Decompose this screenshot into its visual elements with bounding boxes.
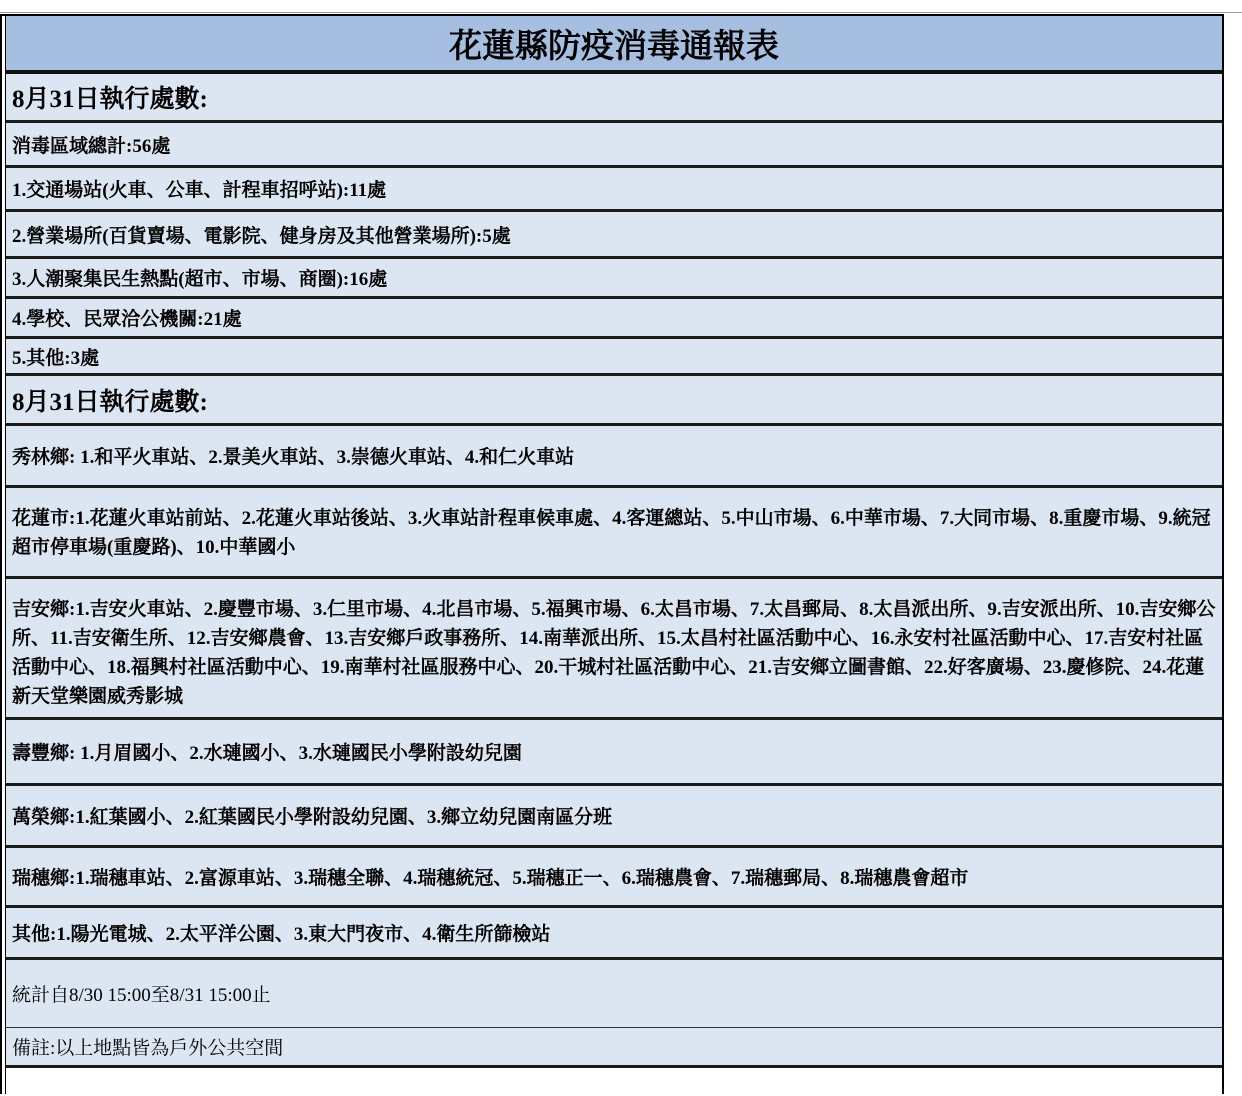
township-locations: 瑞穗鄉:1.瑞穗車站、2.富源車站、3.瑞穗全聯、4.瑞穗統冠、5.瑞穗正一、6.瑞穗農會、7.瑞穗郵局、8.瑞穗農會超市: [12, 868, 969, 889]
report-title: 花蓮縣防疫消毒通報表: [6, 16, 1222, 74]
category-row: 1.交通場站(火車、公車、計程車招呼站):11處: [6, 168, 1222, 212]
statistics-period: 統計自8/30 15:00至8/31 15:00止: [6, 960, 1222, 1028]
township-locations: 秀林鄉: 1.和平火車站、2.景美火車站、3.崇德火車站、4.和仁火車站: [12, 447, 575, 468]
township-row-ruisui: [6, 848, 1222, 908]
township-row-wanrong: [6, 786, 1222, 848]
report-table: [5, 16, 1222, 1094]
remark-note: 備註:以上地點皆為戶外公共空間: [6, 1028, 1222, 1068]
township-locations: 萬榮鄉:1.紅葉國小、2.紅葉國民小學附設幼兒園、3.鄉立幼兒園南區分班: [12, 807, 613, 828]
page-top-rule: [0, 12, 1242, 13]
category-row: 3.人潮聚集民生熱點(超市、市場、商圈):16處: [6, 259, 1222, 299]
township-locations: 吉安鄉:1.吉安火車站、2.慶豐市場、3.仁里市場、4.北昌市場、5.福興市場、6.太昌市場、7.太昌郵局、8.太昌派出所、9.吉安派出所、10.吉安鄉公所、11.吉安衛生所、12.吉安鄉農會、13.吉安鄉戶政事務所、14.南華派出所、15.太昌村社區活動中心、16.永安村社區活動中心、17.吉安村社區活動中心、18.福興村社區活動中心、19.南華村社區服務中心、20.干城村社區活動中心、21.吉安鄉立圖書館、22.好客廣場、23.慶修院、24.花蓮新天堂樂園威秀影城: [12, 599, 1216, 707]
township-row-other: [6, 908, 1222, 960]
township-row-jian: [6, 579, 1222, 720]
township-row-hualien-city: [6, 488, 1222, 579]
disinfection-total: 消毒區域總計:56處: [6, 123, 1222, 168]
township-locations: 其他:1.陽光電城、2.太平洋公園、3.東大門夜市、4.衛生所篩檢站: [12, 924, 551, 945]
township-row-shoufeng: [6, 720, 1222, 786]
township-row-xiulin: [6, 426, 1222, 488]
summary-heading: 8月31日執行處數:: [6, 74, 1222, 123]
category-row: 4.學校、民眾洽公機關:21處: [6, 299, 1222, 339]
details-heading: 8月31日執行處數:: [6, 376, 1222, 426]
category-row: 2.營業場所(百貨賣場、電影院、健身房及其他營業場所):5處: [6, 212, 1222, 259]
empty-row: [6, 1068, 1222, 1096]
category-row: 5.其他:3處: [6, 339, 1222, 376]
report-sheet: [0, 14, 1224, 1094]
township-locations: 壽豐鄉: 1.月眉國小、2.水璉國小、3.水璉國民小學附設幼兒園: [12, 743, 522, 764]
township-locations: 花蓮市:1.花蓮火車站前站、2.花蓮火車站後站、3.火車站計程車候車處、4.客運總站、5.中山市場、6.中華市場、7.大同市場、8.重慶市場、9.統冠超市停車場(重慶路)、10.中華國小: [12, 508, 1211, 558]
